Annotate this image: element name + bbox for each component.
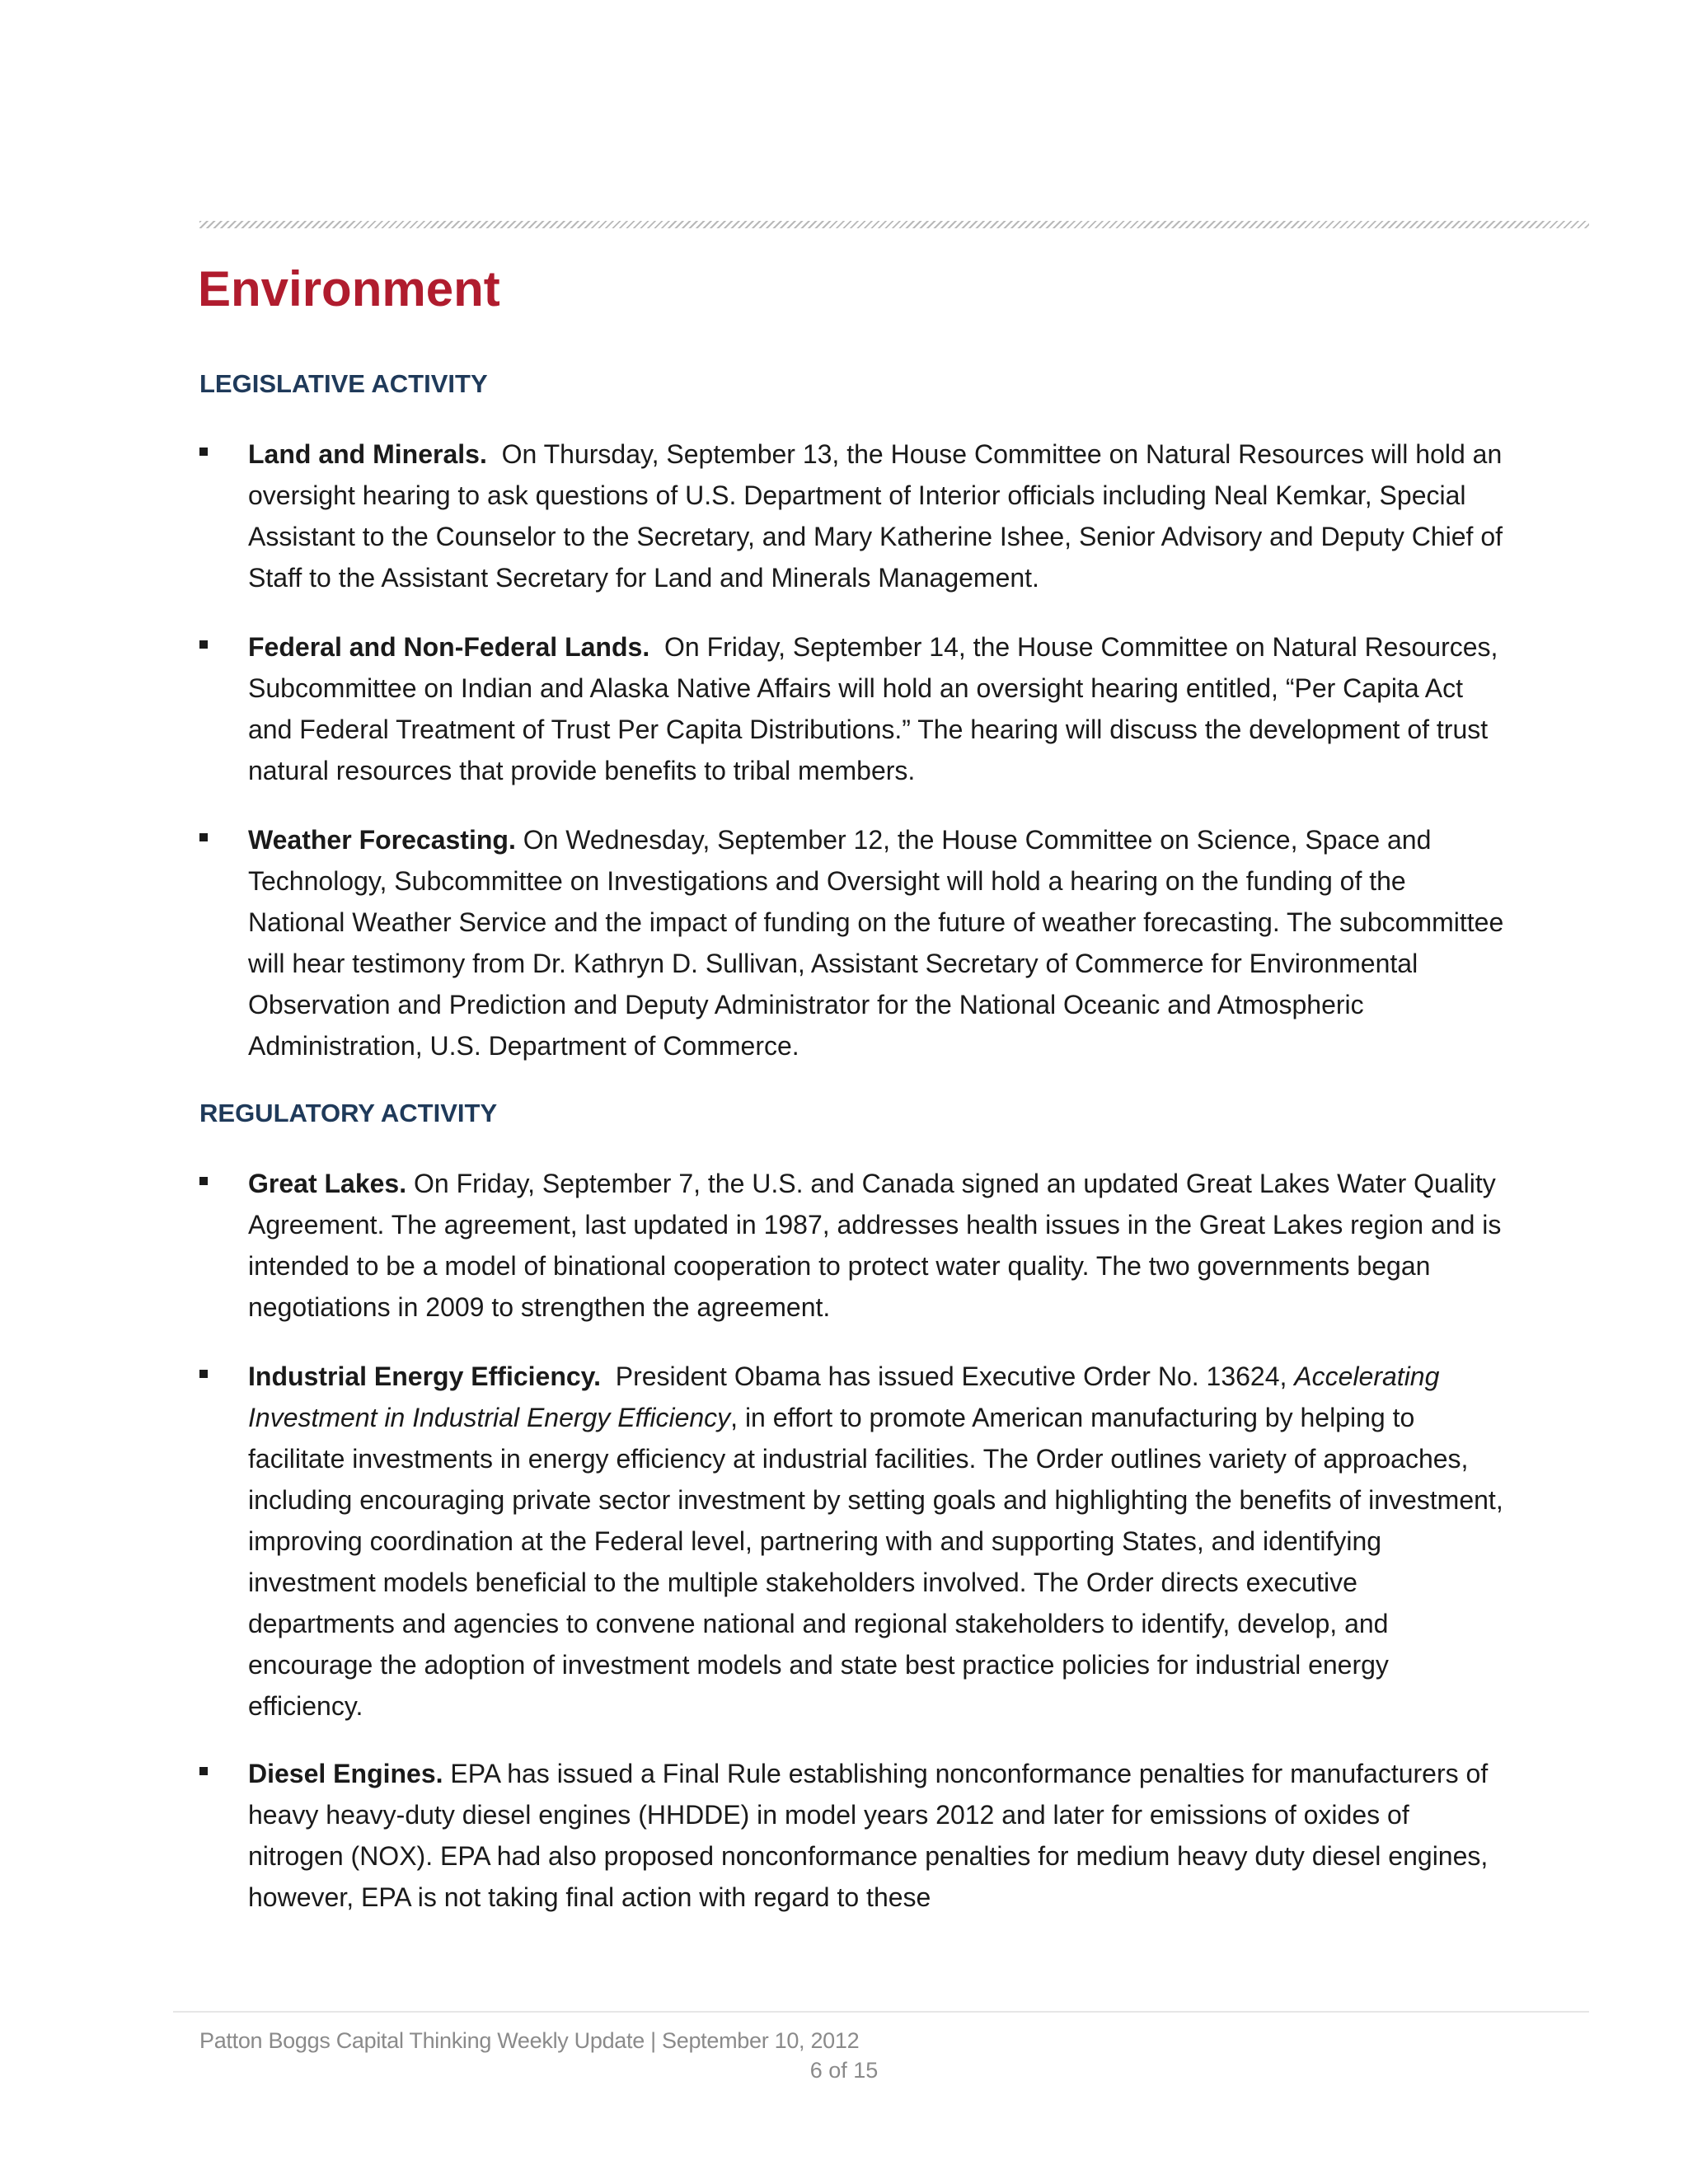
bullet-icon [199,1177,208,1185]
item-title: Weather Forecasting. [248,825,516,855]
bullet-icon [199,640,208,649]
item-title: Industrial Energy Efficiency. [248,1361,601,1391]
item-body: On Friday, September 7, the U.S. and Canada signed an updated Great Lakes Water Quality Agreement. The agreement, last updated in 1987, addresses health issues in the Great Lakes region and is intended to be a model of binational cooperation to protect water quality. The two governments began negotiations in 2009 to strengthen the agreement. [248,1169,1502,1322]
bullet-icon [199,1370,208,1378]
item-body: On Wednesday, September 12, the House Committee on Science, Space and Technology, Subcommittee on Investigations and Oversight will hold a hearing on the funding of the National Weather Service and the impact of funding on the future of weather forecasting. The subcommittee will hear testimony from Dr. Kathryn D. Sullivan, Assistant Secretary of Commerce for Environmental Observation and Prediction and Deputy Administrator for the National Oceanic and Atmospheric Administration, U.S. Department of Commerce. [248,825,1504,1061]
item-text [248,1356,1509,1727]
page-title: Environment [198,261,500,316]
bullet-icon [199,1767,208,1775]
regulatory-activity-heading: REGULATORY ACTIVITY [199,1099,498,1127]
item-text [248,434,1509,598]
executive-order-title: Accelerating Investment in Industrial Energy Efficiency [248,1361,1440,1432]
item-body: On Friday, September 14, the House Committee on Natural Resources, Subcommittee on Indian and Alaska Native Affairs will hold an oversight hearing entitled, “Per Capita Act and Federal Treatment of Trust Per Capita Distributions.” The hearing will discuss the development of trust natural resources that provide benefits to tribal members. [248,632,1498,785]
footer-divider [173,2011,1589,2013]
footer-publication: Patton Boggs Capital Thinking Weekly Update | September 10, 2012 [199,2028,860,2053]
bullet-icon [199,833,208,841]
item-text [248,626,1509,791]
page-number: 6 of 15 [809,2058,879,2083]
item-title: Diesel Engines. [248,1759,443,1788]
item-body-rest: , in effort to promote American manufacturing by helping to facilitate investments in energy efficiency at industrial facilities. The Order outlines variety of approaches, including encouraging private sector investment by setting goals and highlighting the benefits of investment, improving coordination at the Federal level, partnering with and supporting States, and identifying investment models beneficial to the multiple stakeholders involved. The Order directs executive departments and agencies to convene national and regional stakeholders to identify, develop, and encourage the adoption of investment models and state best practice policies for industrial energy efficiency. [248,1403,1503,1721]
bullet-icon [199,448,208,456]
item-body-intro: President Obama has issued Executive Order No. 13624, [615,1361,1287,1391]
item-text [248,819,1509,1066]
item-text [248,1163,1509,1328]
item-body: On Thursday, September 13, the House Committee on Natural Resources will hold an oversight hearing to ask questions of U.S. Department of Interior officials including Neal Kemkar, Special Assistant to the Counselor to the Secretary, and Mary Katherine Ishee, Senior Advisory and Deputy Chief of Staff to the Assistant Secretary for Land and Minerals Management. [248,439,1503,593]
item-title: Great Lakes. [248,1169,407,1198]
legislative-activity-heading: LEGISLATIVE ACTIVITY [199,369,488,398]
item-body: EPA has issued a Final Rule establishing nonconformance penalties for manufacturers of heavy heavy-duty diesel engines (HHDDE) in model years 2012 and later for emissions of oxides of nitrogen (NOX). EPA had also proposed nonconformance penalties for medium heavy duty diesel engines, however, EPA is not taking final action with regard to these [248,1759,1489,1912]
header-hatch-rule [199,221,1589,228]
item-title: Land and Minerals. [248,439,487,469]
item-text [248,1753,1509,1918]
item-title: Federal and Non-Federal Lands. [248,632,650,662]
